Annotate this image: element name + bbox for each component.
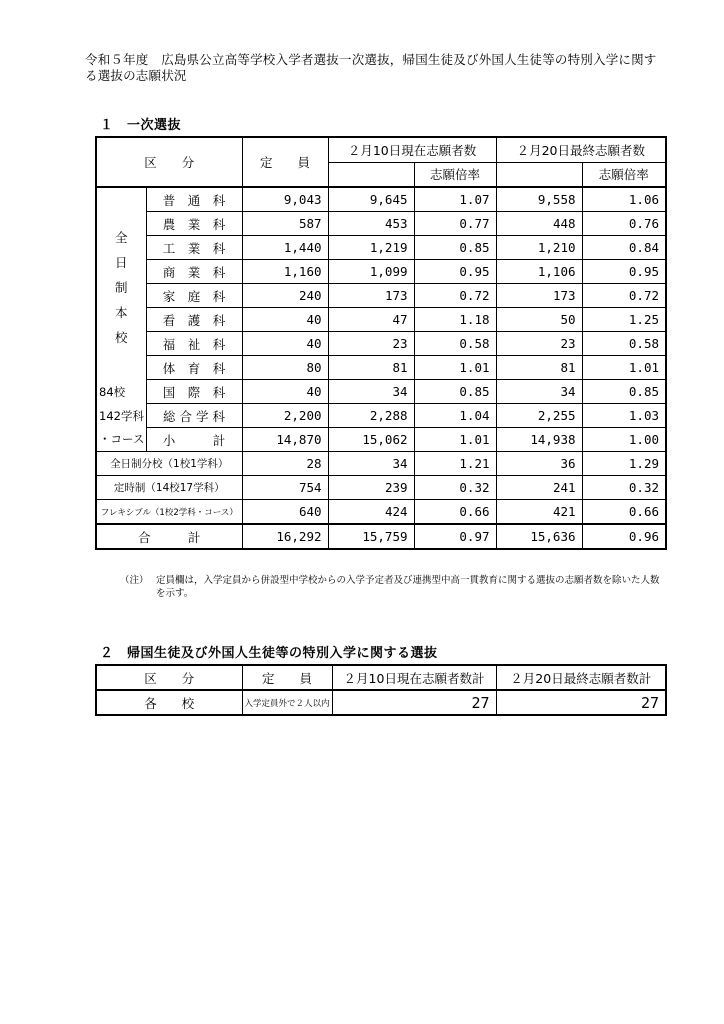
row-ratio20: 0.85 bbox=[582, 380, 666, 404]
row-capacity: 40 bbox=[242, 332, 328, 356]
section2-heading: ２ 帰国生徒及び外国人生徒等の特別入学に関する選抜 bbox=[100, 646, 438, 661]
row-feb20: 173 bbox=[496, 284, 582, 308]
row-feb10: 47 bbox=[328, 308, 414, 332]
row-feb20: 36 bbox=[496, 452, 582, 476]
total-row bbox=[96, 524, 666, 549]
header-feb20: ２月20日最終志願者数 bbox=[496, 137, 666, 162]
row-ratio10: 1.04 bbox=[414, 404, 496, 428]
row-feb10: 2,288 bbox=[328, 404, 414, 428]
row-feb10: 81 bbox=[328, 356, 414, 380]
row-feb10: 23 bbox=[328, 332, 414, 356]
row-ratio20: 0.95 bbox=[582, 260, 666, 284]
row-capacity: 14,870 bbox=[242, 428, 328, 452]
row-capacity: 240 bbox=[242, 284, 328, 308]
section1-heading: １ 一次選抜 bbox=[100, 118, 182, 133]
header-capacity: 定 員 bbox=[242, 137, 328, 187]
row-feb20: 23 bbox=[496, 332, 582, 356]
row-ratio10: 1.01 bbox=[414, 428, 496, 452]
row-ratio20: 0.76 bbox=[582, 212, 666, 236]
side-summary-schools: 84校 bbox=[96, 380, 146, 404]
row-ratio10: 1.18 bbox=[414, 308, 496, 332]
row-feb10: 424 bbox=[328, 500, 414, 525]
row-feb10: 15,062 bbox=[328, 428, 414, 452]
row-capacity: 1,160 bbox=[242, 260, 328, 284]
total-feb10: 15,759 bbox=[328, 524, 414, 549]
row-feb10: 34 bbox=[328, 380, 414, 404]
table-row bbox=[96, 236, 666, 260]
row-ratio20: 1.06 bbox=[582, 187, 666, 212]
first-selection-table bbox=[95, 136, 667, 550]
row-name: 体 育 科 bbox=[146, 356, 242, 380]
row-feb10: 173 bbox=[328, 284, 414, 308]
special-admission-table bbox=[95, 664, 667, 716]
row-ratio10: 1.07 bbox=[414, 187, 496, 212]
row-capacity: 40 bbox=[242, 308, 328, 332]
footnote-text: 定員欄は，入学定員から併設型中学校からの入学予定者及び連携型中高一貫教育に関する選抜の志願者数を除いた人数を示す。 bbox=[156, 575, 660, 599]
table-row bbox=[96, 380, 666, 404]
row-capacity: 754 bbox=[242, 476, 328, 500]
row-ratio10: 0.66 bbox=[414, 500, 496, 525]
row-feb20: 2,255 bbox=[496, 404, 582, 428]
row-name: 商 業 科 bbox=[146, 260, 242, 284]
row-feb20: 1,106 bbox=[496, 260, 582, 284]
table-row bbox=[96, 404, 666, 428]
row-name: 家 庭 科 bbox=[146, 284, 242, 308]
table-row bbox=[96, 452, 666, 476]
row-capacity: 2,200 bbox=[242, 404, 328, 428]
row-name: 総 合 学 科 bbox=[146, 404, 242, 428]
row-ratio20: 0.58 bbox=[582, 332, 666, 356]
header-feb20-blank bbox=[496, 162, 582, 187]
table-row bbox=[96, 187, 666, 212]
page-title: 令和５年度 広島県公立高等学校入学者選抜一次選抜，帰国生徒及び外国人生徒等の特別入学に関する選抜の志願状況 bbox=[85, 52, 657, 83]
header-feb20-total: ２月20日最終志願者数計 bbox=[496, 665, 666, 690]
row-name: 国 際 科 bbox=[146, 380, 242, 404]
side-label-full-day bbox=[96, 187, 146, 380]
row-ratio20: 0.66 bbox=[582, 500, 666, 525]
row-feb10: 1,219 bbox=[328, 236, 414, 260]
total-feb20: 15,636 bbox=[496, 524, 582, 549]
row-feb20: 448 bbox=[496, 212, 582, 236]
row-capacity: 28 bbox=[242, 452, 328, 476]
table-row bbox=[96, 428, 666, 452]
row-ratio10: 1.21 bbox=[414, 452, 496, 476]
row-feb10: 9,645 bbox=[328, 187, 414, 212]
row-ratio10: 0.72 bbox=[414, 284, 496, 308]
row-capacity: 入学定員外で２人以内 bbox=[242, 690, 332, 715]
header-feb10: ２月10日現在志願者数 bbox=[328, 137, 496, 162]
side-char: 日 bbox=[114, 255, 128, 271]
row-name: 工 業 科 bbox=[146, 236, 242, 260]
row-feb20: 27 bbox=[496, 690, 666, 715]
row-feb20: 241 bbox=[496, 476, 582, 500]
header-feb10-blank bbox=[328, 162, 414, 187]
header-row bbox=[96, 665, 666, 690]
row-feb20: 9,558 bbox=[496, 187, 582, 212]
row-ratio20: 0.84 bbox=[582, 236, 666, 260]
row-capacity: 640 bbox=[242, 500, 328, 525]
footnote-mark: （注） bbox=[120, 575, 149, 586]
row-capacity: 80 bbox=[242, 356, 328, 380]
row-name: 農 業 科 bbox=[146, 212, 242, 236]
table-row bbox=[96, 476, 666, 500]
row-feb20: 421 bbox=[496, 500, 582, 525]
row-ratio10: 0.85 bbox=[414, 236, 496, 260]
row-ratio10: 0.85 bbox=[414, 380, 496, 404]
side-char: 校 bbox=[114, 330, 128, 346]
row-feb20: 81 bbox=[496, 356, 582, 380]
table-row bbox=[96, 332, 666, 356]
row-ratio20: 1.29 bbox=[582, 452, 666, 476]
row-capacity: 587 bbox=[242, 212, 328, 236]
table-row bbox=[96, 284, 666, 308]
table-row bbox=[96, 356, 666, 380]
table-row bbox=[96, 260, 666, 284]
table-row bbox=[96, 308, 666, 332]
row-feb10: 34 bbox=[328, 452, 414, 476]
side-char: 本 bbox=[114, 305, 128, 321]
total-name: 合 計 bbox=[96, 524, 242, 549]
row-ratio20: 1.25 bbox=[582, 308, 666, 332]
row-ratio20: 1.01 bbox=[582, 356, 666, 380]
row-feb10: 239 bbox=[328, 476, 414, 500]
row-ratio10: 1.01 bbox=[414, 356, 496, 380]
total-ratio20: 0.96 bbox=[582, 524, 666, 549]
row-ratio10: 0.77 bbox=[414, 212, 496, 236]
row-ratio20: 0.72 bbox=[582, 284, 666, 308]
row-name: 看 護 科 bbox=[146, 308, 242, 332]
row-feb10: 27 bbox=[332, 690, 496, 715]
table-row bbox=[96, 690, 666, 715]
row-name: 小 計 bbox=[146, 428, 242, 452]
row-name: 福 祉 科 bbox=[146, 332, 242, 356]
row-ratio20: 1.00 bbox=[582, 428, 666, 452]
header-feb10-total: ２月10日現在志願者数計 bbox=[332, 665, 496, 690]
row-capacity: 9,043 bbox=[242, 187, 328, 212]
header-category: 区 分 bbox=[96, 665, 242, 690]
header-row-1 bbox=[96, 137, 666, 162]
header-category: 区 分 bbox=[96, 137, 242, 187]
row-ratio10: 0.58 bbox=[414, 332, 496, 356]
row-ratio10: 0.32 bbox=[414, 476, 496, 500]
side-char: 制 bbox=[114, 280, 128, 296]
row-capacity: 1,440 bbox=[242, 236, 328, 260]
row-name: フレキシブル（1校2学科・コース） bbox=[96, 500, 242, 525]
row-ratio10: 0.95 bbox=[414, 260, 496, 284]
side-summary-courses: ・コース bbox=[96, 428, 146, 452]
row-feb20: 50 bbox=[496, 308, 582, 332]
row-feb20: 14,938 bbox=[496, 428, 582, 452]
row-ratio20: 1.03 bbox=[582, 404, 666, 428]
row-feb20: 34 bbox=[496, 380, 582, 404]
total-capacity: 16,292 bbox=[242, 524, 328, 549]
header-ratio20: 志願倍率 bbox=[582, 162, 666, 187]
total-ratio10: 0.97 bbox=[414, 524, 496, 549]
row-capacity: 40 bbox=[242, 380, 328, 404]
row-name: 各 校 bbox=[96, 690, 242, 715]
row-feb10: 453 bbox=[328, 212, 414, 236]
row-feb20: 1,210 bbox=[496, 236, 582, 260]
row-name: 定時制（14校17学科） bbox=[96, 476, 242, 500]
header-capacity: 定 員 bbox=[242, 665, 332, 690]
row-name: 普 通 科 bbox=[146, 187, 242, 212]
row-feb10: 1,099 bbox=[328, 260, 414, 284]
table-row bbox=[96, 212, 666, 236]
side-summary-departments: 142学科 bbox=[96, 404, 146, 428]
row-ratio20: 0.32 bbox=[582, 476, 666, 500]
row-name: 全日制分校（1校1学科） bbox=[96, 452, 242, 476]
header-ratio10: 志願倍率 bbox=[414, 162, 496, 187]
table-row bbox=[96, 500, 666, 525]
side-char: 全 bbox=[114, 230, 128, 246]
